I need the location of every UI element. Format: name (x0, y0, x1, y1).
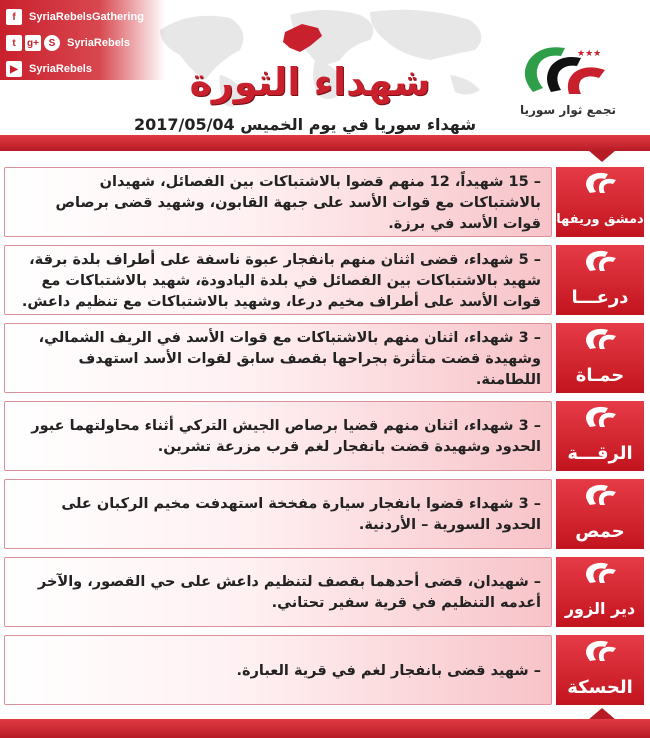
page-title: شهداء الثورة (189, 60, 431, 104)
city-name: درعـــا (571, 287, 629, 308)
entry-text-box (4, 323, 552, 393)
entry-text: – شهيدان، قضى أحدهما بقصف لتنظيم داعش على حي القصور، والآخر أعدمه التنظيم في قرية سفير تحتاني. (37, 574, 541, 611)
entry-text-box (4, 557, 552, 627)
list-item (4, 635, 644, 705)
list-item (4, 323, 644, 393)
tab-logo-icon (582, 405, 618, 429)
logo-caption: تجمع ثوار سوريا (519, 103, 617, 117)
youtube-icon[interactable]: ▶ (6, 61, 22, 77)
city-name: حمـاة (575, 365, 625, 386)
city-name: الرقـــة (567, 443, 633, 464)
entry-text: – 15 شهيداً، 12 منهم قضوا بالاشتباكات بين الفصائل، شهيدان بالاشتباكات مع قوات الأسد على جبهة القابون، وشهيد قضى برصاص قوات الأسد في برزة. (55, 173, 541, 232)
city-name: دير الزور (564, 599, 636, 618)
youtube-row[interactable] (6, 60, 92, 78)
list-item (4, 479, 644, 549)
tab-logo-icon (582, 171, 618, 195)
city-tab (556, 557, 644, 627)
tab-logo-icon (582, 327, 618, 351)
entry-text-box (4, 245, 552, 315)
city-tab (556, 635, 644, 705)
entry-text: – 3 شهداء قضوا بانفجار سيارة مفخخة استهدفت مخيم الركبان على الحدود السورية – الأردنية. (61, 496, 541, 533)
social-links-panel (0, 0, 165, 80)
entry-text: – 3 شهداء، اثنان منهم قضيا برصاص الجيش التركي أثناء محاولتهما عبور الحدود وشهيدة قضت بانفجار لغم قرب مزرعة تشرين. (31, 418, 541, 455)
header-notch (588, 150, 616, 162)
entry-text-box (4, 401, 552, 471)
tab-logo-icon (582, 249, 618, 273)
city-tab (556, 245, 644, 315)
list-item (4, 401, 644, 471)
google-plus-icon[interactable]: g+ (25, 35, 41, 51)
list-item (4, 245, 644, 315)
city-tab (556, 401, 644, 471)
city-name: دمشق وريفها (556, 212, 644, 227)
twitter-googleplus-skype-row (6, 34, 130, 52)
entry-text: – شهيد قضى بانفجار لغم في قرية العبارة. (236, 662, 541, 679)
header (0, 0, 650, 150)
entry-text: – 5 شهداء، قضى اثنان منهم بانفجار عبوة ناسفة على أطراف بلدة برقة، شهيد بالاشتباكات بين الفصائل في بلدة اليادودة، شهيد بالاشتباكات مع قوات الأسد على أطراف مخيم درعا، وشهيد بالاشتباكات مع تنظيم داعش. (21, 251, 541, 310)
facebook-row[interactable] (6, 8, 144, 26)
city-tab (556, 167, 644, 237)
entry-text: – 3 شهداء، اثنان منهم بالاشتباكات مع قوات الأسد في الريف الشمالي، وشهيدة قضت متأثرة بجراحها بقصف سابق لقوات الأسد استهدف اللطامنة. (38, 329, 541, 388)
footer-divider (0, 719, 650, 738)
entry-text-box (4, 635, 552, 705)
syria-rebels-logo (515, 40, 620, 100)
entry-text-box (4, 167, 552, 237)
twitter-handle[interactable]: SyriaRebels (67, 37, 130, 49)
youtube-handle[interactable]: SyriaRebels (29, 63, 92, 75)
tab-logo-icon (582, 561, 618, 585)
list-item (4, 167, 644, 237)
tab-logo-icon (582, 483, 618, 507)
city-name: الحسكة (567, 677, 633, 698)
svg-text:★★★: ★★★ (577, 49, 602, 59)
header-divider (0, 135, 650, 151)
entry-text-box (4, 479, 552, 549)
tab-logo-icon (582, 639, 618, 663)
twitter-icon[interactable]: t (6, 35, 22, 51)
city-tab (556, 479, 644, 549)
city-name: حمص (575, 521, 625, 542)
list-item (4, 557, 644, 627)
skype-icon[interactable]: S (44, 35, 60, 51)
facebook-handle[interactable]: SyriaRebelsGathering (29, 11, 144, 23)
city-tab (556, 323, 644, 393)
page-subtitle: شهداء سوريا في يوم الخميس 2017/05/04 (133, 115, 477, 134)
facebook-icon[interactable]: f (6, 9, 22, 25)
